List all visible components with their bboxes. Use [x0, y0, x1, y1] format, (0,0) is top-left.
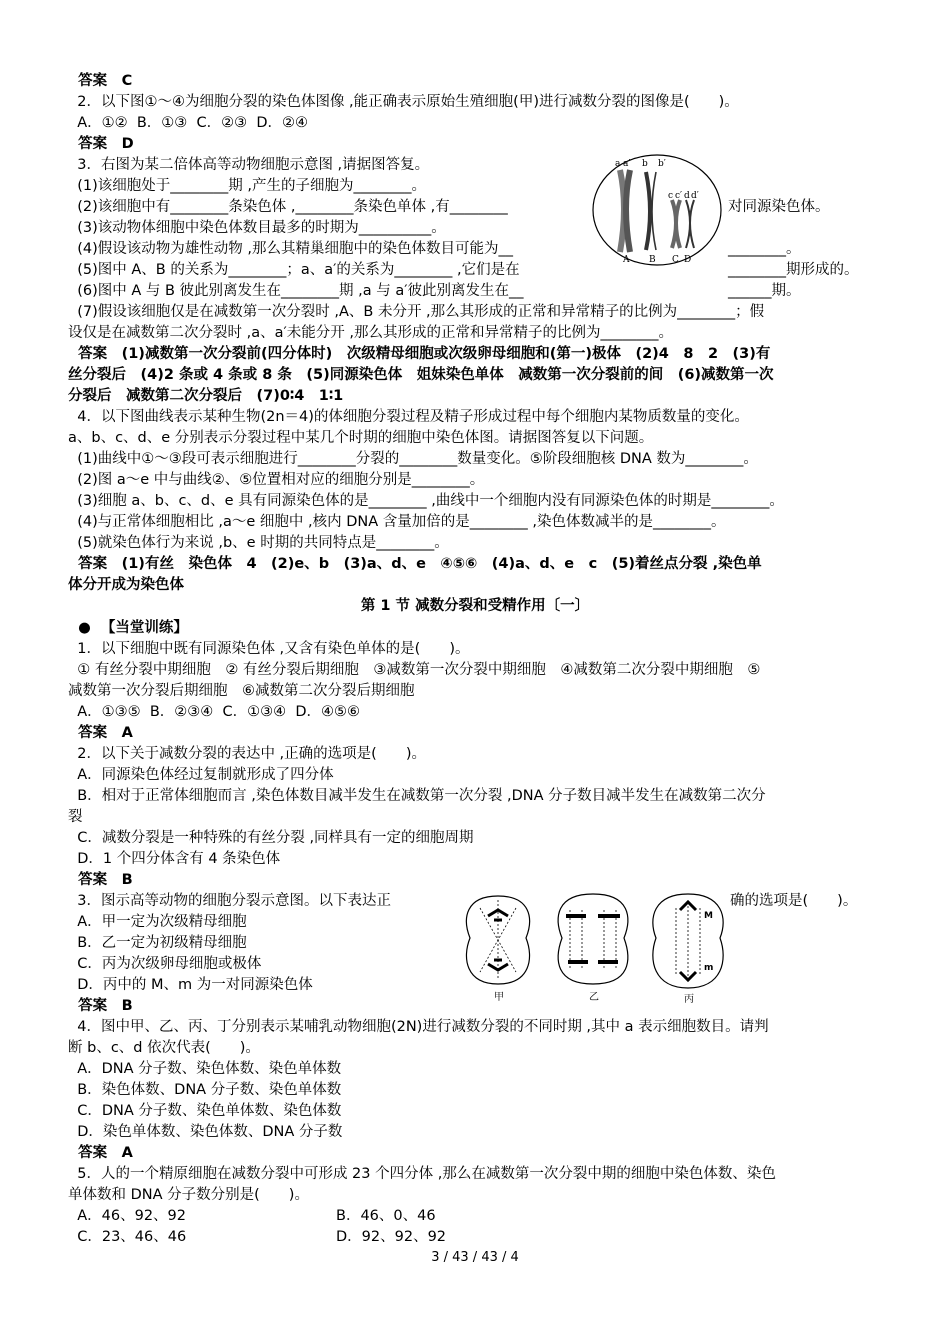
option-line: D．染色单体数、染色体数、DNA 分子数 — [68, 1124, 343, 1140]
question-line-tail: ________。 — [728, 241, 801, 257]
label-a: a — [615, 159, 621, 169]
answer-line: 丝分裂后 (4)2 条或 4 条或 8 条 (5)同源染色体 姐妹染色单体 减数第一次分裂前的间 (6)减数第一次 — [68, 367, 774, 383]
question-line: 2．以下图①～④为细胞分裂的染色体图像 ,能正确表示原始生殖细胞(甲)进行减数分裂的图像是( )。 — [68, 94, 739, 110]
label-bing: 丙 — [684, 994, 694, 1005]
label-M: M — [704, 911, 713, 921]
chromosome-A — [620, 170, 630, 252]
section-heading: 第 1 节 减数分裂和受精作用〔一〕 — [360, 598, 590, 614]
page-footer: 3 / 43 / 43 / 4 — [431, 1250, 519, 1265]
cell-bing — [653, 894, 723, 1005]
label-c-prime: c′ — [675, 191, 683, 201]
question-line: 3．右图为某二倍体高等动物细胞示意图 ,请据图答复。 — [68, 157, 430, 173]
question-line: (1)该细胞处于________期 ,产生的子细胞为________。 — [68, 178, 426, 194]
question-line: 单体数和 DNA 分子数分别是( )。 — [68, 1187, 309, 1203]
option-line: B．乙一定为初级精母细胞 — [68, 935, 247, 951]
option-line: C．减数分裂是一种特殊的有丝分裂 ,同样具有一定的细胞周期 — [68, 830, 474, 846]
question-line: (3)细胞 a、b、c、d、e 具有同源染色体的是________ ,曲线中一个细胞内没有同源染色体的时期是________。 — [68, 493, 784, 509]
label-b: b — [642, 159, 648, 169]
option-line: A．同源染色体经过复制就形成了四分体 — [68, 767, 334, 783]
cell-division-figure — [458, 888, 728, 1006]
question-line: (2)该细胞中有________条染色体 ,________条染色单体 ,有________ — [68, 199, 508, 215]
question-line: (2)图 a～e 中与曲线②、⑤位置相对应的细胞分别是________。 — [68, 472, 485, 488]
option-line: A．46、92、92 — [68, 1208, 186, 1224]
answer-line: 答案 (1)有丝 染色体 4 (2)e、b (3)a、d、e ④⑤⑥ (4)a、d、e c (5)着丝点分裂 ,染色单 — [68, 556, 762, 572]
answer-line: 体分开成为染色体 — [68, 577, 184, 593]
question-line: 2．以下关于减数分裂的表达中 ,正确的选项是( )。 — [68, 746, 426, 762]
label-d: d — [684, 191, 690, 201]
chromosome-B — [646, 172, 656, 250]
question-line-tail: 确的选项是( )。 — [730, 893, 858, 909]
options-line: A．①② B．①③ C．②③ D．②④ — [68, 115, 309, 131]
option-line: B．染色体数、DNA 分子数、染色单体数 — [68, 1082, 342, 1098]
label-m: m — [704, 963, 714, 973]
label-d-prime: d′ — [691, 191, 699, 201]
question-line: (1)曲线中①～③段可表示细胞进行________分裂的________数量变化。⑤阶段细胞核 DNA 数为________。 — [68, 451, 758, 467]
answer-line: 答案 A — [68, 1145, 133, 1161]
question-line: (5)图中 A、B 的关系为________；a、a′的关系为________ ,它们是在 — [68, 262, 520, 278]
option-line: C．丙为次级卵母细胞或极体 — [68, 956, 262, 972]
question-line: 断 b、c、d 依次代表( )。 — [68, 1040, 260, 1056]
question-line: (6)图中 A 与 B 彼此别离发生在________期 ,a 与 a′彼此别离发生在__ — [68, 283, 524, 299]
cell-yi — [558, 894, 628, 1003]
label-C: C — [672, 255, 679, 265]
label-yi: 乙 — [589, 992, 599, 1003]
answer-line: 答案 D — [68, 136, 134, 152]
options-line: A．①③⑤ B．②③④ C．①③④ D．④⑤⑥ — [68, 704, 361, 720]
answer-line: 分裂后 减数第二次分裂后 (7)0∶4 1∶1 — [68, 388, 344, 404]
question-line: 5．人的一个精原细胞在减数分裂中可形成 23 个四分体 ,那么在减数第一次分裂中期的细胞中染色体数、染色 — [68, 1166, 776, 1182]
cell-membrane — [593, 155, 721, 265]
label-A: A — [623, 255, 630, 265]
cell-diagram-figure — [590, 152, 725, 270]
question-line: 1．以下细胞中既有同源染色体 ,又含有染色单体的是( )。 — [68, 641, 470, 657]
section-label: ● 【当堂训练】 — [68, 620, 188, 636]
answer-line: 答案 B — [68, 872, 133, 888]
question-line: (4)假设该动物为雄性动物 ,那么其精巢细胞中的染色体数目可能为__ — [68, 241, 513, 257]
option-line: B．46、0、46 — [336, 1208, 436, 1224]
option-line: C．DNA 分子数、染色单体数、染色体数 — [68, 1103, 342, 1119]
question-line: (3)该动物体细胞中染色体数目最多的时期为__________。 — [68, 220, 446, 236]
answer-line: 答案 B — [68, 998, 133, 1014]
label-b-prime: b′ — [658, 159, 666, 169]
question-line: ① 有丝分裂中期细胞 ② 有丝分裂后期细胞 ③减数第一次分裂中期细胞 ④减数第二次分裂中期细胞 ⑤ — [68, 662, 761, 678]
question-line-tail: ______期。 — [728, 283, 801, 299]
cell-jia — [466, 896, 529, 1003]
label-c: c — [668, 191, 674, 201]
option-line: D．1 个四分体含有 4 条染色体 — [68, 851, 281, 867]
answer-line: 答案 (1)减数第一次分裂前(四分体时) 次级精母细胞或次级卵母细胞和(第一)极体 (2)4 8 2 (3)有 — [68, 346, 771, 362]
option-line: C．23、46、46 — [68, 1229, 187, 1245]
option-line: 裂 — [68, 809, 83, 825]
label-a-prime: a′ — [623, 159, 631, 169]
question-line: (5)就染色体行为来说 ,b、e 时期的共同特点是________。 — [68, 535, 449, 551]
option-line: A．DNA 分子数、染色体数、染色单体数 — [68, 1061, 342, 1077]
option-line: A．甲一定为次级精母细胞 — [68, 914, 247, 930]
question-line: a、b、c、d、e 分别表示分裂过程中某几个时期的细胞中染色体图。请据图答复以下问题。 — [68, 430, 654, 446]
label-D: D — [684, 255, 692, 265]
chromosome-D — [686, 200, 694, 248]
question-line-tail: ________期形成的。 — [728, 262, 859, 278]
question-line: (4)与正常体细胞相比 ,a～e 细胞中 ,核内 DNA 含量加倍的是________ ,染色体数减半的是________。 — [68, 514, 726, 530]
question-line: 设仅是在减数第二次分裂时 ,a、a′未能分开 ,那么其形成的正常和异常精子的比例为________。 — [68, 325, 673, 341]
label-B: B — [649, 255, 656, 265]
question-line: 减数第一次分裂后期细胞 ⑥减数第二次分裂后期细胞 — [68, 683, 415, 699]
chromosome-C — [672, 200, 680, 248]
option-line: D．丙中的 M、m 为一对同源染色体 — [68, 977, 313, 993]
question-line: (7)假设该细胞仅是在减数第一次分裂时 ,A、B 未分开 ,那么其形成的正常和异常精子的比例为________；假 — [68, 304, 765, 320]
option-line: B．相对于正常体细胞而言 ,染色体数目减半发生在减数第一次分裂 ,DNA 分子数目减半发生在减数第二次分 — [68, 788, 766, 804]
answer-line: 答案 A — [68, 725, 133, 741]
question-line: 4．图中甲、乙、丙、丁分别表示某哺乳动物细胞(2N)进行减数分裂的不同时期 ,其中 a 表示细胞数目。请判 — [68, 1019, 769, 1035]
question-line: 4．以下图曲线表示某种生物(2n＝4)的体细胞分裂过程及精子形成过程中每个细胞内某物质数量的变化。 — [68, 409, 749, 425]
option-line: D．92、92、92 — [336, 1229, 447, 1245]
label-jia: 甲 — [494, 992, 504, 1003]
answer-line: 答案 C — [68, 73, 133, 89]
question-line: 3．图示高等动物的细胞分裂示意图。以下表达正 — [68, 893, 391, 909]
question-line-tail: 对同源染色体。 — [728, 199, 830, 215]
